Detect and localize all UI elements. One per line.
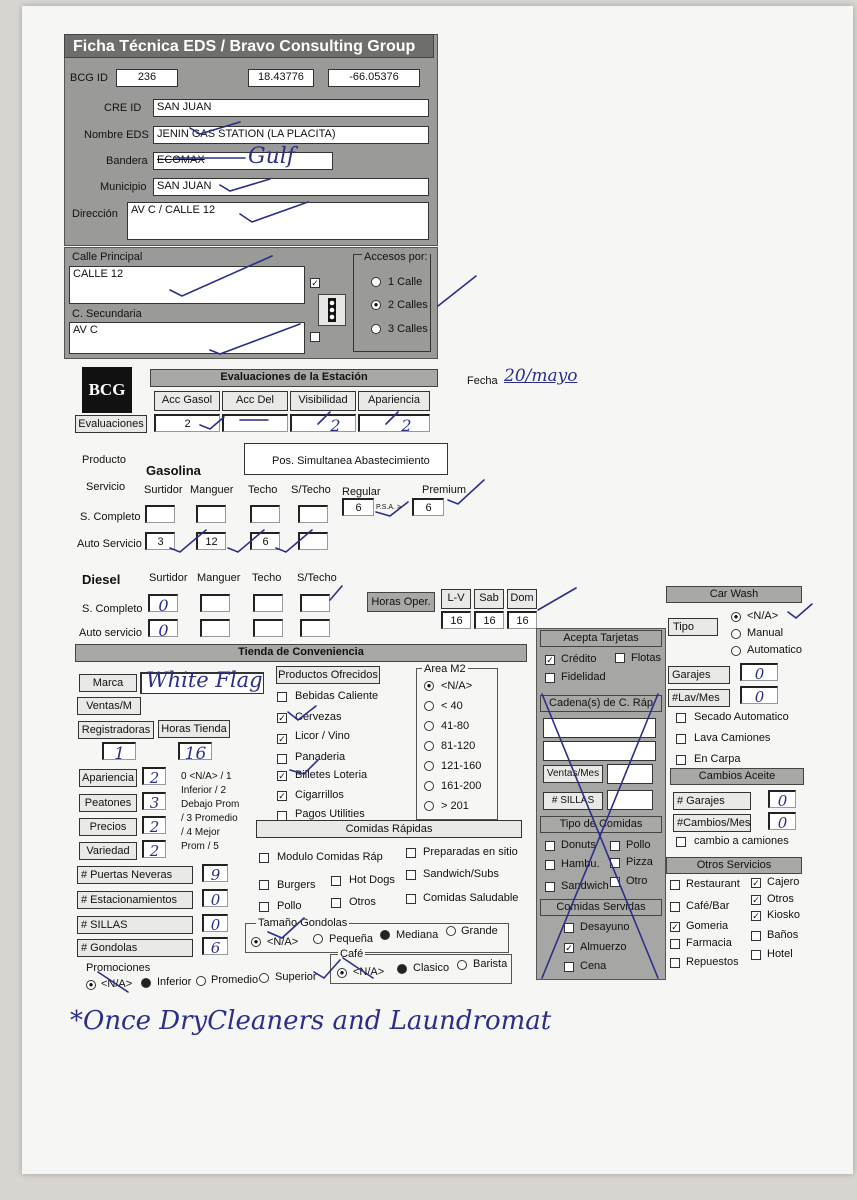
psa-label: P.S.A. > (376, 504, 401, 511)
carwash-manual-label: Manual (747, 627, 784, 639)
area-160-label: 121-160 (441, 760, 482, 772)
pos-simultanea-label: Pos. Simultanea Abastecimiento (272, 455, 430, 467)
cre-id-field[interactable]: SAN JUAN (153, 99, 429, 117)
otros-gomeria-check[interactable]: ✓ (671, 922, 679, 932)
fidelidad-label: Fidelidad (561, 671, 606, 683)
cafe-na-radio[interactable]: ● (337, 968, 347, 978)
gas-sc-surtidor[interactable] (145, 505, 175, 523)
diesel-as-stecho[interactable] (300, 619, 330, 637)
diesel-as-hand: 0 (158, 621, 169, 640)
carwash-garajes-hand: 0 (754, 665, 765, 683)
regular-value[interactable]: 6 (342, 498, 374, 516)
prod-cervezas-label: Cervezas (295, 711, 342, 723)
comida-burgers-label: Burgers (277, 879, 316, 891)
promociones-label: Promociones (86, 962, 151, 974)
premium-label: Premium (422, 484, 467, 496)
cafe-clasico-radio[interactable] (397, 964, 407, 974)
gas-as-stecho[interactable] (298, 532, 328, 550)
horas-col-dom: Dom (507, 589, 537, 609)
eval-col-acc-gasol: Acc Gasol (154, 391, 220, 411)
accesos-2-label: 2 Calles (388, 299, 428, 311)
evaluaciones-row-label: Evaluaciones (75, 415, 147, 433)
otros-repuestos-check[interactable] (670, 958, 680, 968)
scale-line-2: Inferior / 2 (181, 785, 227, 796)
eval-col-acc-del: Acc Del (222, 391, 288, 411)
rating-peatones-hand: 3 (149, 794, 160, 812)
traffic-light-icon (318, 294, 346, 326)
tipo-pollo-check[interactable] (610, 841, 620, 851)
promo-promedio-radio[interactable] (196, 976, 206, 986)
promo-superior-label: Superior (275, 971, 317, 983)
count-sillas-hand: 0 (210, 916, 221, 934)
otros-repuestos-label: Repuestos (686, 956, 739, 968)
otros-restaurant-label: Restaurant (686, 878, 740, 890)
carwash-garajes-field[interactable] (740, 663, 778, 681)
calle-secundaria-field[interactable]: AV C (69, 322, 305, 354)
horas-lv-value[interactable]: 16 (441, 611, 471, 629)
gas-s-completo-label: S. Completo (80, 511, 141, 523)
flotas-label: Flotas (631, 652, 661, 664)
producto-label: Producto (82, 454, 127, 466)
otros-kiosko-check[interactable]: ✓ (752, 911, 760, 921)
carwash-lav-field[interactable] (740, 686, 778, 704)
area-120-label: 81-120 (441, 740, 476, 752)
otros-hotel-label: Hotel (767, 948, 793, 960)
carwash-lav-label: #Lav/Mes (668, 689, 730, 707)
gondola-grande-label: Grande (461, 925, 498, 937)
prod-cervezas-check[interactable]: ✓ (278, 713, 286, 723)
comida-preparadas-check[interactable] (406, 848, 416, 858)
municipio-field[interactable]: SAN JUAN (153, 178, 429, 196)
aceite-cambios-field[interactable] (768, 812, 796, 830)
tipo-otro-label: Otro (626, 875, 648, 887)
horas-dom-value[interactable]: 16 (507, 611, 537, 629)
rating-precios-label: Precios (79, 818, 137, 836)
gondola-na-label: <N/A> (267, 936, 299, 948)
otros-farmacia-label: Farmacia (686, 937, 732, 949)
premium-value[interactable]: 6 (412, 498, 444, 516)
otros-otros-label: Otros (767, 893, 794, 905)
gasolina-title: Gasolina (146, 463, 201, 478)
tipo-hambu-label: Hambu. (561, 858, 600, 870)
diesel-as-techo[interactable] (253, 619, 283, 637)
comida-pollo-check[interactable] (259, 902, 269, 912)
gas-col-manguer: Manguer (190, 484, 234, 496)
area-80-label: 41-80 (441, 720, 470, 732)
accesos-1-label: 1 Calle (388, 276, 423, 288)
area-40-label: < 40 (441, 700, 463, 712)
gas-as-manguer[interactable]: 12 (196, 532, 226, 550)
servicio-label: Servicio (86, 481, 126, 493)
otros-kiosko-label: Kiosko (767, 909, 801, 921)
scale-line-5: / 4 Mejor (181, 827, 220, 838)
fidelidad-check[interactable] (545, 673, 555, 683)
fecha-label: Fecha (467, 375, 498, 387)
diesel-sc-techo[interactable] (253, 594, 283, 612)
eval-apariencia-value[interactable] (358, 414, 430, 435)
diesel-sc-manguer[interactable] (200, 594, 230, 612)
accesos-1-radio[interactable] (371, 277, 381, 287)
count-puertas-label: # Puertas Neveras (77, 866, 193, 884)
prod-pagos-label: Pagos Utilities (295, 808, 365, 820)
secundaria-check[interactable] (310, 332, 320, 342)
diesel-sc-hand: 0 (158, 596, 169, 615)
eval-visibilidad-value[interactable] (290, 414, 356, 435)
comida-hotdogs-label: Hot Dogs (349, 874, 395, 886)
flag-label: Bandera (106, 155, 148, 167)
prod-licor-check[interactable]: ✓ (278, 734, 286, 744)
area-120-radio[interactable] (424, 741, 434, 751)
gondola-grande-radio[interactable] (446, 926, 456, 936)
area-40-radio[interactable] (424, 701, 434, 711)
form-title: Ficha Técnica EDS / Bravo Consulting Group (64, 34, 434, 58)
prod-cigarrillos-label: Cigarrillos (295, 789, 344, 801)
comida-burgers-check[interactable] (259, 880, 269, 890)
diesel-sc-stecho[interactable] (300, 594, 330, 612)
diesel-col-stecho: S/Techo (297, 572, 337, 584)
area-201-radio[interactable] (424, 801, 434, 811)
area-na-label: <N/A> (441, 680, 473, 692)
tipo-otro-check[interactable] (610, 877, 620, 887)
comida-sandwich-check[interactable] (406, 870, 416, 880)
tipo-donuts-check[interactable] (545, 841, 555, 851)
diesel-as-surtidor[interactable] (148, 619, 178, 640)
marca-label: Marca (79, 674, 137, 692)
rating-variedad-value[interactable] (142, 840, 166, 858)
area-200-label: 161-200 (441, 780, 482, 792)
scale-line-1: 0 <N/A> / 1 (181, 771, 232, 782)
gondola-na-radio[interactable]: ● (251, 937, 261, 947)
horas-oper-label: Horas Oper. (367, 592, 435, 612)
flag-handwritten: Gulf (248, 144, 295, 169)
otros-cafebar-label: Café/Bar (686, 900, 730, 912)
otros-otros-check[interactable]: ✓ (752, 895, 760, 905)
tipo-sandwich-label: Sandwich (561, 880, 609, 892)
otros-banos-check[interactable] (751, 931, 761, 941)
scale-line-6: Prom / 5 (181, 841, 219, 852)
rating-apariencia-value[interactable] (142, 767, 166, 785)
promo-inferior-label: Inferior (157, 976, 192, 988)
horas-col-lv: L-V (441, 589, 471, 609)
count-estac-value[interactable] (202, 889, 228, 907)
servida-desayuno-check[interactable] (564, 923, 574, 933)
registradoras-hand: 1 (114, 744, 125, 764)
promo-promedio-label: Promedio (211, 974, 259, 986)
calle-secundaria-label: C. Secundaria (72, 308, 142, 320)
comida-pollo-label: Pollo (277, 900, 302, 912)
bcg-id-label: BCG ID (70, 72, 108, 84)
marca-handwritten: White Flag (146, 668, 263, 692)
longitude-field[interactable]: -66.05376 (328, 69, 420, 87)
flag-value-struck: ECOMAX (157, 154, 205, 166)
area-na-radio[interactable]: ● (424, 681, 434, 691)
servida-cena-check[interactable] (564, 962, 574, 972)
count-gondolas-hand: 6 (210, 939, 221, 957)
rating-peatones-label: Peatones (79, 794, 137, 812)
servida-desayuno-label: Desayuno (580, 921, 630, 933)
cafe-clasico-label: Clasico (413, 962, 450, 974)
servida-almuerzo-label: Almuerzo (580, 941, 627, 953)
comida-sandwich-label: Sandwich/Subs (423, 868, 499, 880)
tipo-hambu-check[interactable] (545, 860, 555, 870)
aceite-garajes-hand: 0 (777, 792, 788, 810)
tienda-title: Tienda de Conveniencia (75, 644, 527, 662)
promo-superior-radio[interactable] (259, 973, 269, 983)
comida-modulo-label: Modulo Comidas Ráp (277, 851, 383, 863)
cafe-label: Café (340, 948, 364, 960)
comida-otros-label: Otros (349, 896, 376, 908)
diesel-col-manguer: Manguer (197, 572, 241, 584)
gas-col-techo: Techo (248, 484, 278, 496)
tipo-donuts-label: Donuts (561, 839, 596, 851)
gondola-mediana-label: Mediana (396, 929, 439, 941)
carwash-na-radio[interactable]: ● (731, 612, 741, 622)
aceite-cambios-hand: 0 (777, 814, 788, 832)
otros-restaurant-check[interactable] (670, 880, 680, 890)
count-sillas-value[interactable] (202, 914, 228, 932)
tipo-pollo-label: Pollo (626, 839, 651, 851)
accesos-2-radio[interactable]: ● (371, 300, 381, 310)
credito-label: Crédito (561, 653, 597, 665)
count-gondolas-label: # Gondolas (77, 939, 193, 957)
carwash-manual-radio[interactable] (731, 629, 741, 639)
gas-sc-stecho[interactable] (298, 505, 328, 523)
diesel-s-completo-label: S. Completo (82, 603, 143, 615)
gondola-mediana-radio[interactable] (380, 930, 390, 940)
gondolas-label: Tamaño Gondolas (258, 917, 348, 929)
carwash-na-label: <N/A> (747, 610, 779, 622)
gondola-pequena-radio[interactable] (313, 934, 323, 944)
carwash-secado-label: Secado Automatico (694, 711, 789, 723)
gas-col-stecho: S/Techo (291, 484, 331, 496)
rating-apariencia-label: Apariencia (79, 769, 137, 787)
carwash-secado-check[interactable] (676, 713, 686, 723)
eval-apariencia-hand: 2 (401, 416, 412, 435)
diesel-col-techo: Techo (252, 572, 282, 584)
flag-field[interactable] (153, 152, 333, 170)
area-label: Area M2 (424, 663, 466, 675)
gas-col-surtidor: Surtidor (144, 484, 183, 496)
otros-banos-label: Baños (767, 929, 799, 941)
comida-saludable-check[interactable] (406, 894, 416, 904)
carwash-camiones-check[interactable] (676, 734, 686, 744)
prod-bebidas-check[interactable] (277, 692, 287, 702)
otros-farmacia-check[interactable] (670, 939, 680, 949)
otros-title: Otros Servicios (666, 857, 802, 874)
diesel-title: Diesel (82, 572, 121, 587)
tipo-sandwich-check[interactable] (545, 882, 555, 892)
evaluaciones-title: Evaluaciones de la Estación (150, 369, 438, 387)
rating-apariencia-hand: 2 (149, 769, 160, 787)
tarjetas-title: Acepta Tarjetas (540, 630, 662, 647)
bcg-id-field[interactable]: 236 (116, 69, 178, 87)
servida-almuerzo-check[interactable]: ✓ (565, 943, 573, 953)
cadena-ventas-label: Ventas/Mes (543, 765, 603, 783)
aceite-camiones-label: cambio a camiones (694, 835, 789, 847)
cadena-title: Cadena(s) de C. Ráp (540, 695, 662, 712)
rating-variedad-hand: 2 (149, 842, 160, 860)
carwash-auto-label: Automatico (747, 644, 803, 656)
comida-modulo-check[interactable] (259, 853, 269, 863)
tipo-comidas-title: Tipo de Comidas (540, 816, 662, 833)
prod-licor-label: Licor / Vino (295, 730, 350, 742)
count-gondolas-value[interactable] (202, 937, 228, 955)
ventas-m-label: Ventas/M (77, 697, 141, 715)
flotas-check[interactable] (615, 653, 625, 663)
prod-bebidas-label: Bebidas Caliente (295, 690, 379, 702)
comidas-rapidas-label: Comidas Rápidas (256, 820, 522, 838)
carwash-title: Car Wash (666, 586, 802, 603)
latitude-field[interactable]: 18.43776 (248, 69, 314, 87)
principal-check[interactable]: ✓ (311, 278, 319, 288)
horas-sab-value[interactable]: 16 (474, 611, 504, 629)
gas-sc-manguer[interactable] (196, 505, 226, 523)
registradoras-label: Registradoras (78, 721, 154, 739)
tipo-pizza-label: Pizza (626, 856, 653, 868)
station-name-field[interactable]: JENIN GAS STATION (LA PLACITA) (153, 126, 429, 144)
area-201-label: > 201 (441, 800, 469, 812)
count-puertas-hand: 9 (210, 866, 221, 884)
eval-visibilidad-hand: 2 (330, 416, 341, 435)
direccion-label: Dirección (72, 208, 118, 220)
area-80-radio[interactable] (424, 721, 434, 731)
regular-label: Regular (342, 486, 381, 498)
area-160-radio[interactable] (424, 761, 434, 771)
gas-sc-techo[interactable] (250, 505, 280, 523)
station-name-label: Nombre EDS (84, 129, 149, 141)
registradoras-field[interactable] (102, 742, 136, 764)
carwash-carpa-label: En Carpa (694, 753, 741, 765)
carwash-carpa-check[interactable] (676, 755, 686, 765)
area-200-radio[interactable] (424, 781, 434, 791)
rating-variedad-label: Variedad (79, 842, 137, 860)
gondola-pequena-label: Pequeña (329, 933, 374, 945)
accesos-3-label: 3 Calles (388, 323, 428, 335)
aceite-camiones-check[interactable] (676, 837, 686, 847)
count-estac-hand: 0 (210, 891, 221, 909)
aceite-garajes-field[interactable] (768, 790, 796, 808)
prod-billetes-check[interactable]: ✓ (278, 771, 286, 781)
tipo-pizza-check[interactable] (610, 858, 620, 868)
scale-line-4: / 3 Promedio (181, 813, 238, 824)
gas-as-surtidor[interactable]: 3 (145, 532, 175, 550)
calle-principal-field[interactable]: CALLE 12 (69, 266, 305, 304)
credito-check[interactable]: ✓ (546, 655, 554, 665)
carwash-garajes-label: Garajes (668, 666, 730, 684)
comida-hotdogs-check[interactable] (331, 876, 341, 886)
cafe-barista-radio[interactable] (457, 960, 467, 970)
scale-line-3: Debajo Prom (181, 799, 240, 810)
calle-principal-label: Calle Principal (72, 251, 143, 263)
diesel-sc-surtidor[interactable] (148, 594, 178, 615)
prod-billetes-label: Billetes Loteria (295, 769, 368, 781)
direccion-field[interactable]: AV C / CALLE 12 (127, 202, 429, 240)
accesos-label: Accesos por: (364, 251, 428, 263)
handwritten-note: *Once DryCleaners and Laundromat (70, 1006, 552, 1036)
promo-na-radio[interactable]: ● (86, 980, 96, 990)
count-puertas-value[interactable] (202, 864, 228, 882)
otros-hotel-check[interactable] (751, 950, 761, 960)
eval-col-apariencia: Apariencia (358, 391, 430, 411)
fecha-handwritten: 20/mayo (504, 366, 578, 386)
cafe-na-label: <N/A> (353, 966, 385, 978)
comida-preparadas-label: Preparadas en sitio (423, 846, 518, 858)
otros-gomeria-label: Gomeria (686, 920, 729, 932)
carwash-lav-hand: 0 (754, 688, 765, 706)
cadena-field-2[interactable] (543, 741, 656, 761)
diesel-auto-label: Auto servicio (79, 627, 142, 639)
productos-label: Productos Ofrecidos (276, 666, 380, 684)
bcg-logo: BCG (82, 367, 132, 413)
comidas-servidas-title: Comidas Servidas (540, 899, 662, 916)
cadena-ventas-field[interactable] (607, 764, 653, 784)
eval-acc-gasol-value[interactable]: 2 (154, 414, 220, 432)
comida-otros-check[interactable] (331, 898, 341, 908)
carwash-auto-radio[interactable] (731, 646, 741, 656)
count-estac-label: # Estacionamientos (77, 891, 193, 909)
municipio-label: Municipio (100, 181, 147, 193)
rating-precios-hand: 2 (149, 818, 160, 836)
cre-id-label: CRE ID (104, 102, 142, 114)
horas-tienda-hand: 16 (184, 744, 207, 764)
rating-precios-value[interactable] (142, 816, 166, 834)
diesel-as-manguer[interactable] (200, 619, 230, 637)
carwash-camiones-label: Lava Camiones (694, 732, 771, 744)
aceite-title: Cambios Aceite (670, 768, 804, 785)
count-sillas-label: # SILLAS (77, 916, 193, 934)
cadena-field-1[interactable] (543, 718, 656, 738)
accesos-3-radio[interactable] (371, 324, 381, 334)
otros-cajero-label: Cajero (767, 876, 800, 888)
prod-panaderia-check[interactable] (277, 754, 287, 764)
prod-panaderia-label: Panaderia (295, 751, 346, 763)
promo-inferior-radio[interactable] (141, 978, 151, 988)
rating-peatones-value[interactable] (142, 792, 166, 810)
cadena-sillas-field[interactable] (607, 790, 653, 810)
eval-col-visibilidad: Visibilidad (290, 391, 356, 411)
otros-cafebar-check[interactable] (670, 902, 680, 912)
carwash-tipo-label: Tipo (668, 618, 718, 636)
aceite-cambios-label: #Cambios/Mes (673, 814, 751, 832)
prod-cigarrillos-check[interactable]: ✓ (278, 791, 286, 801)
servida-cena-label: Cena (580, 960, 607, 972)
horas-tienda-field[interactable] (178, 742, 212, 764)
otros-cajero-check[interactable]: ✓ (752, 878, 760, 888)
gas-auto-label: Auto Servicio (77, 538, 142, 550)
aceite-garajes-label: # Garajes (673, 792, 751, 810)
cadena-sillas-label: # SILLAS (543, 792, 603, 810)
horas-tienda-label: Horas Tienda (158, 720, 230, 738)
horas-col-sab: Sab (474, 589, 504, 609)
diesel-col-surtidor: Surtidor (149, 572, 188, 584)
gas-as-techo[interactable]: 6 (250, 532, 280, 550)
cafe-barista-label: Barista (473, 958, 508, 970)
comida-saludable-label: Comidas Saludable (423, 892, 519, 904)
eval-acc-del-value[interactable] (222, 414, 288, 432)
promo-na-label: <N/A> (101, 978, 133, 990)
